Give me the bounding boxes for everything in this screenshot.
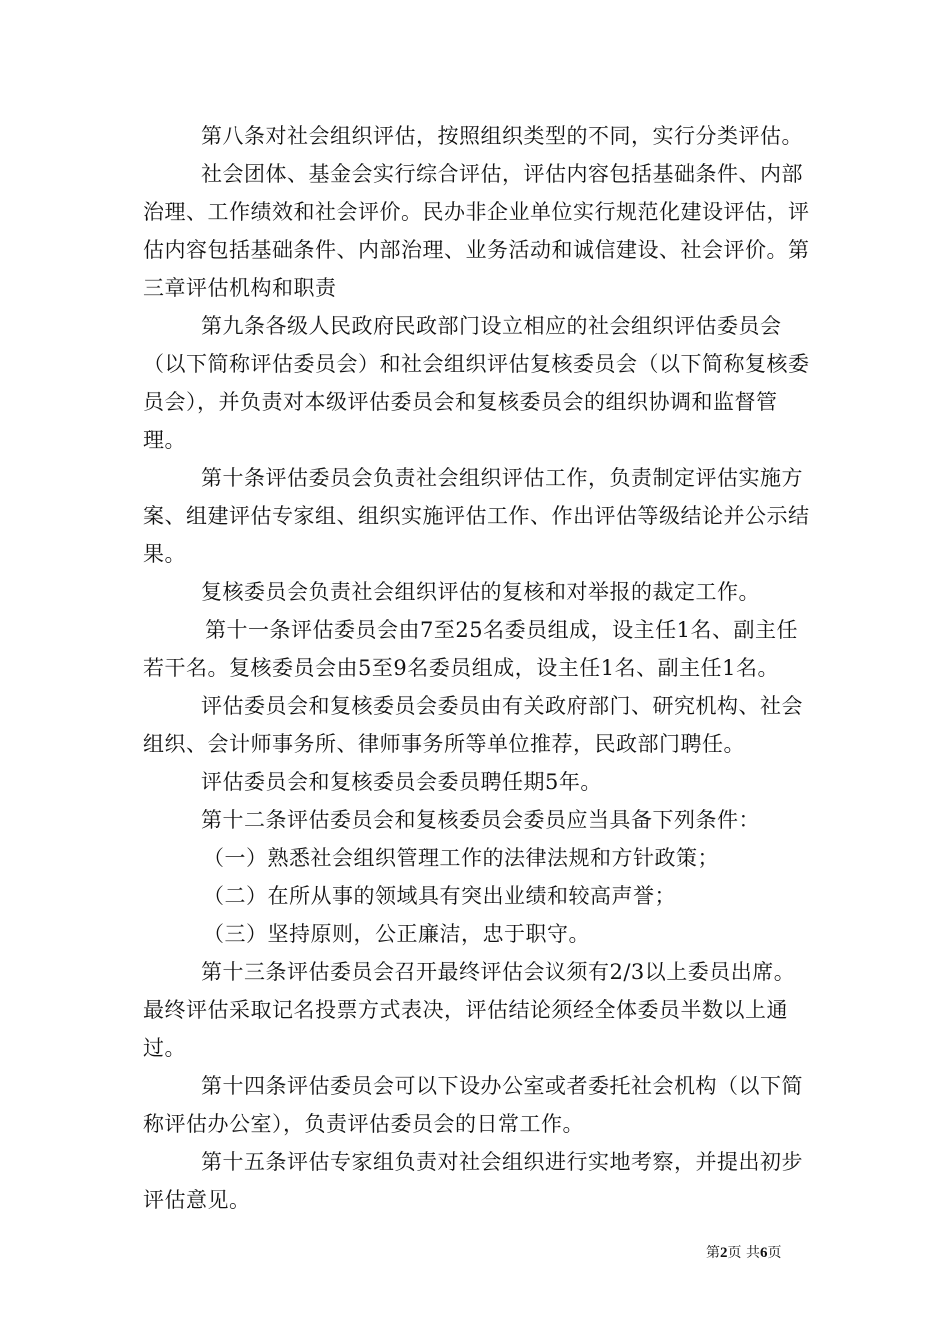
footer-middle: 页 共 (727, 1245, 760, 1261)
paragraph-article-13: 第十三条评估委员会召开最终评估会议须有2/3以上委员出席。最终评估采取记名投票方式表决，评估结论须经全体委员半数以上通过。 (143, 960, 796, 1060)
list-item-condition-2: （二）在所从事的领域具有突出业绩和较高声誉； (203, 884, 676, 908)
footer-suffix: 页 (767, 1245, 782, 1261)
document-body (143, 117, 811, 1219)
paragraph-article-8: 第八条对社会组织评估，按照组织类型的不同，实行分类评估。 (201, 124, 803, 148)
paragraph-article-15: 第十五条评估专家组负责对社会组织进行实地考察，并提出初步评估意见。 (143, 1150, 803, 1212)
paragraph-article-14: 第十四条评估委员会可以下设办公室或者委托社会机构（以下简称评估办公室），负责评估委员会的日常工作。 (143, 1074, 803, 1136)
paragraph-review-committee: 复核委员会负责社会组织评估的复核和对举报的裁定工作。 (201, 580, 760, 604)
paragraph-evaluation-content: 社会团体、基金会实行综合评估，评估内容包括基础条件、内部治理、工作绩效和社会评价。民办非企业单位实行规范化建设评估，评估内容包括基础条件、内部治理、业务活动和诚信建设、社会评价。第三章评估机构和职责 (143, 162, 810, 300)
total-pages-number: 6 (759, 1245, 768, 1261)
paragraph-article-12: 第十二条评估委员会和复核委员会委员应当具备下列条件： (201, 808, 760, 832)
current-page-number: 2 (720, 1245, 728, 1261)
page-number-footer (706, 1244, 781, 1262)
paragraph-article-9: 第九条各级人民政府民政部门设立相应的社会组织评估委员会（以下简称评估委员会）和社会组织评估复核委员会（以下简称复核委员会），并负责对本级评估委员会和复核委员会的组织协调和监督管理。 (143, 314, 810, 452)
list-item-condition-3: （三）坚持原则，公正廉洁，忠于职守。 (203, 922, 590, 946)
paragraph-term: 评估委员会和复核委员会委员聘任期5年。 (201, 770, 602, 794)
list-item-condition-1: （一）熟悉社会组织管理工作的法律法规和方针政策； (203, 846, 719, 870)
paragraph-committee-members: 评估委员会和复核委员会委员由有关政府部门、研究机构、社会组织、会计师事务所、律师事务所等单位推荐，民政部门聘任。 (143, 694, 803, 756)
footer-prefix: 第 (706, 1245, 720, 1261)
paragraph-article-11: 第十一条评估委员会由7至25名委员组成，设主任1名、副主任若干名。复核委员会由5至9名委员组成，设主任1名、副主任1名。 (143, 618, 798, 680)
paragraph-article-10: 第十条评估委员会负责社会组织评估工作，负责制定评估实施方案、组建评估专家组、组织实施评估工作、作出评估等级结论并公示结果。 (143, 466, 810, 566)
